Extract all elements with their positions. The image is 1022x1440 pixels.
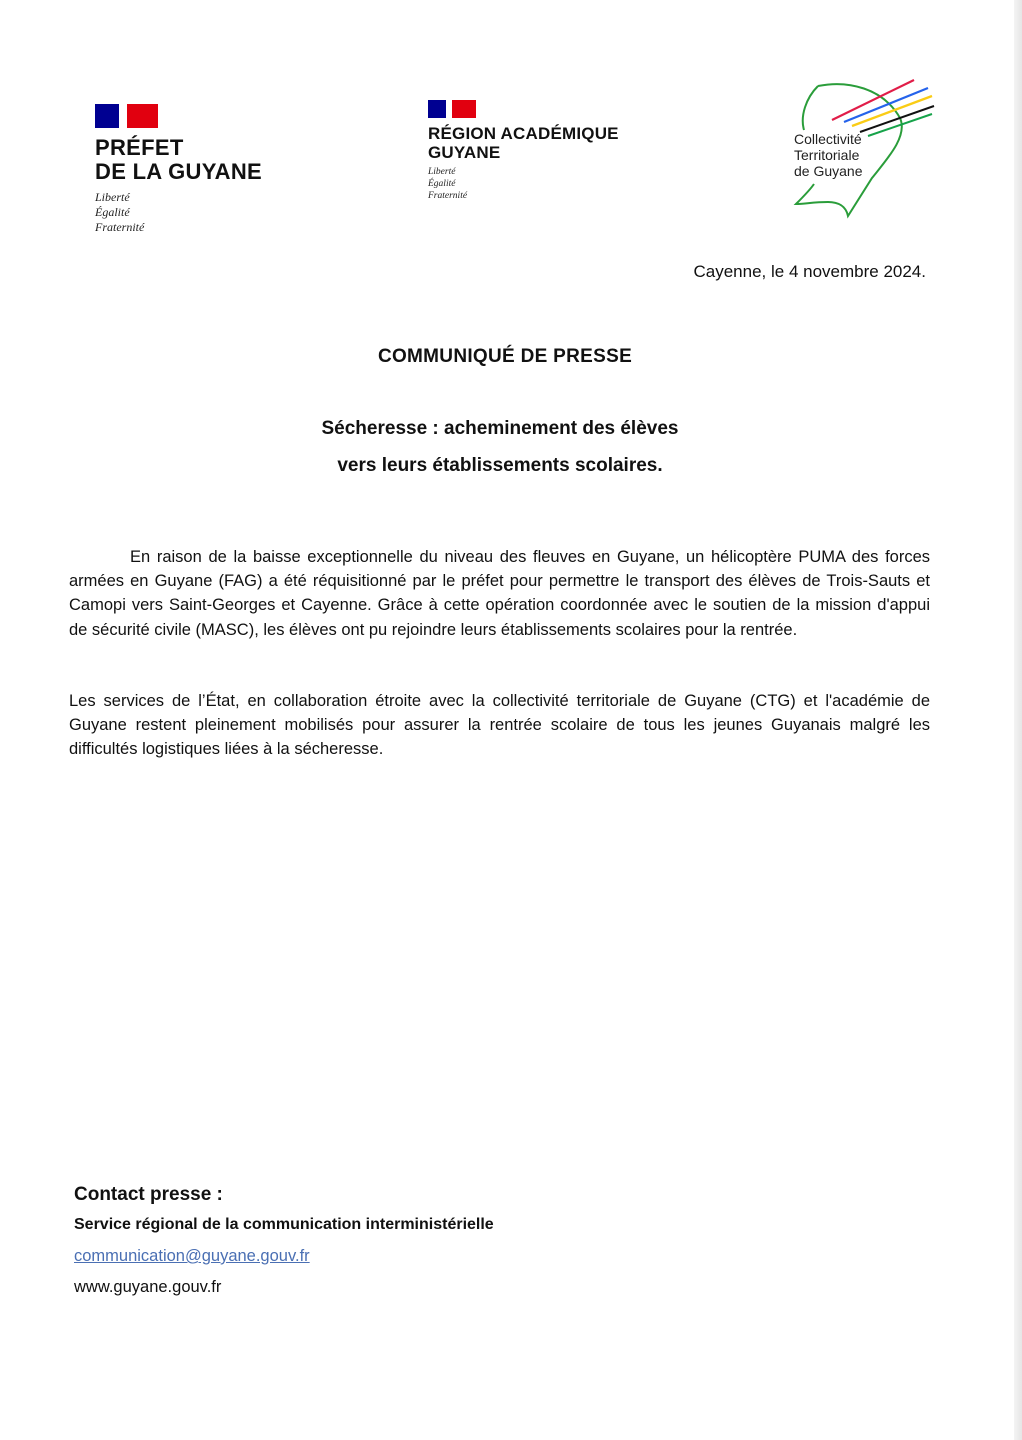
- ctg-logo: [788, 78, 938, 220]
- devise-liberte: Liberté: [95, 190, 130, 204]
- academie-logo: [428, 100, 658, 202]
- prefet-title-line2: DE LA GUYANE: [95, 159, 262, 184]
- french-flag-icon: [428, 100, 476, 118]
- ctg-line2: Territoriale: [794, 147, 860, 163]
- devise-liberte: Liberté: [428, 167, 456, 177]
- academie-title-line1: RÉGION ACADÉMIQUE: [428, 124, 619, 143]
- devise-egalite: Égalité: [95, 205, 130, 219]
- contact-heading: Contact presse :: [74, 1184, 223, 1205]
- contact-block: [74, 1182, 634, 1298]
- ctg-line3: [794, 163, 894, 179]
- page-edge-shadow: [1014, 0, 1022, 1440]
- prefet-title: [95, 136, 315, 184]
- prefet-logo: [95, 104, 315, 235]
- document-title-line2: vers leurs établissements scolaires.: [337, 455, 663, 476]
- paragraph-1: En raison de la baisse exceptionnelle du niveau des fleuves en Guyane, un hélicoptère PUMA des forces armées en Guyane (FAG) a été réquisitionné par le préfet pour permettre le transport des élèves de Trois-Sauts et Camopi vers Saint-Georges et Cayenne. Grâce à cette opération coordonnée avec le soutien de la mission d'appui de sécurité civile (MASC), les élèves ont pu rejoindre leurs établissements scolaires pour la rentrée.: [69, 548, 930, 639]
- ctg-text: [794, 131, 894, 179]
- devise-fraternite: Fraternité: [428, 191, 468, 201]
- contact-website: www.guyane.gouv.fr: [74, 1278, 222, 1296]
- document-date: Cayenne, le 4 novembre 2024.: [693, 262, 926, 281]
- ctg-line3-name: Guyane: [813, 163, 863, 179]
- ctg-line3-prefix: de: [794, 163, 814, 179]
- devise-fraternite: Fraternité: [95, 220, 145, 234]
- devise-egalite: Égalité: [428, 179, 456, 189]
- academie-title: [428, 124, 658, 162]
- document-title-line1: Sécheresse : acheminement des élèves: [321, 418, 679, 439]
- document-title: [0, 410, 1000, 484]
- academie-devise: [428, 166, 658, 202]
- contact-service: Service régional de la communication interministérielle: [74, 1216, 494, 1233]
- paragraph-2: Les services de l’État, en collaboration étroite avec la collectivité territoriale de Guyane (CTG) et l'académie de Guyane restent pleinement mobilisés pour assurer la rentrée scolaire de tous les jeunes Guyanais malgré les difficultés logistiques liées à la sécheresse.: [69, 692, 930, 759]
- ctg-line1: Collectivité: [794, 131, 862, 147]
- contact-email-link[interactable]: communication@guyane.gouv.fr: [74, 1247, 310, 1265]
- prefet-devise: [95, 190, 315, 235]
- document-type: COMMUNIQUÉ DE PRESSE: [377, 346, 633, 367]
- academie-title-line2: GUYANE: [428, 143, 501, 162]
- french-flag-icon: [95, 104, 158, 128]
- prefet-title-line1: PRÉFET: [95, 135, 184, 160]
